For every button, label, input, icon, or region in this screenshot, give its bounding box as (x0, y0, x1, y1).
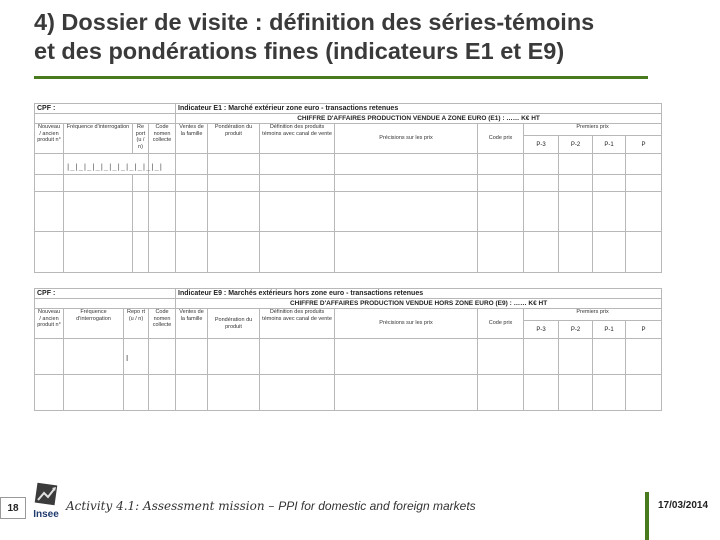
data-cell[interactable] (124, 339, 149, 375)
header-frequence: Fréquence d'interrogation (64, 309, 124, 339)
form-table-e9 (34, 288, 662, 411)
data-cell[interactable] (35, 154, 64, 175)
header-ponderation: Pondération du produit (208, 124, 260, 154)
period-p: P (626, 321, 662, 339)
footer-activity (66, 499, 476, 513)
slide-title (34, 8, 714, 66)
header-code-prix: Code prix (478, 124, 524, 154)
title-underline (34, 76, 648, 79)
revenue-line: CHIFFRE D'AFFAIRES PRODUCTION VENDUE HORS ZONE EURO (E9) : …… K€ HT (176, 299, 662, 309)
header-frequence: Fréquence d'interrogation (64, 124, 133, 154)
period-p: P (626, 136, 662, 154)
header-nouveau: Nouveau / ancien produit n° (35, 309, 64, 339)
header-report: Re port (u / n) (133, 124, 149, 154)
indicator-title: Indicateur E1 : Marché extérieur zone euro - transactions retenues (176, 104, 662, 114)
header-ponderation: Pondération du produit (208, 309, 260, 339)
period-p-3: P-3 (524, 136, 559, 154)
footer-activity-suffix: PPI for domestic and foreign markets (278, 499, 476, 513)
header-code-nomen: Code nomen collecte (149, 309, 176, 339)
period-p-1: P-1 (593, 321, 626, 339)
header-nouveau: Nouveau / ancien produit n° (35, 124, 64, 154)
input-mark: I (126, 353, 129, 363)
period-p-2: P-2 (559, 321, 593, 339)
slide-title-line-1: 4) Dossier de visite : définition des séries-témoins (34, 9, 595, 35)
indicator-title: Indicateur E9 : Marchés extérieurs hors zone euro - transactions retenues (176, 289, 662, 299)
header-precisions: Précisions sur les prix (335, 309, 478, 339)
header-code-prix: Code prix (478, 309, 524, 339)
cpf-label: CPF : (35, 289, 176, 299)
footer-date: 17/03/2014 (658, 500, 709, 511)
header-definition: Définition des produits témoins avec canal de vente (260, 124, 335, 154)
page-number (0, 497, 26, 519)
tick-marks: |_|_|_|_|_|_|_|_|_|_|_| (66, 163, 163, 171)
header-premiers-prix: Premiers prix (524, 124, 662, 136)
header-ventes: Ventes de la famille (176, 309, 208, 339)
insee-logo-icon (28, 482, 64, 508)
header-precisions: Précisions sur les prix (335, 124, 478, 154)
slide-title-line-2: et des pondérations fines (indicateurs E1 et E9) (34, 38, 565, 64)
cpf-label: CPF : (35, 104, 176, 114)
header-code-nomen: Code nomen collecte (149, 124, 176, 154)
footer-activity-prefix: Activity 4.1: Assessment mission – (66, 499, 279, 513)
period-p-3: P-3 (524, 321, 559, 339)
header-report: Repo rt (u / n) (124, 309, 149, 339)
revenue-line: CHIFFRE D'AFFAIRES PRODUCTION VENDUE A ZONE EURO (E1) : …… K€ HT (176, 114, 662, 124)
period-p-1: P-1 (593, 136, 626, 154)
header-definition: Définition des produits témoins avec canal de vente (260, 309, 335, 339)
header-ventes: Ventes de la famille (176, 124, 208, 154)
period-p-2: P-2 (559, 136, 593, 154)
form-table-e1 (34, 103, 662, 273)
tick-field[interactable] (64, 154, 163, 175)
footer-divider (645, 492, 649, 540)
insee-logo-text: Insee (33, 509, 59, 520)
header-premiers-prix: Premiers prix (524, 309, 662, 321)
page-number-text: 18 (7, 502, 19, 514)
insee-logo (28, 482, 64, 520)
